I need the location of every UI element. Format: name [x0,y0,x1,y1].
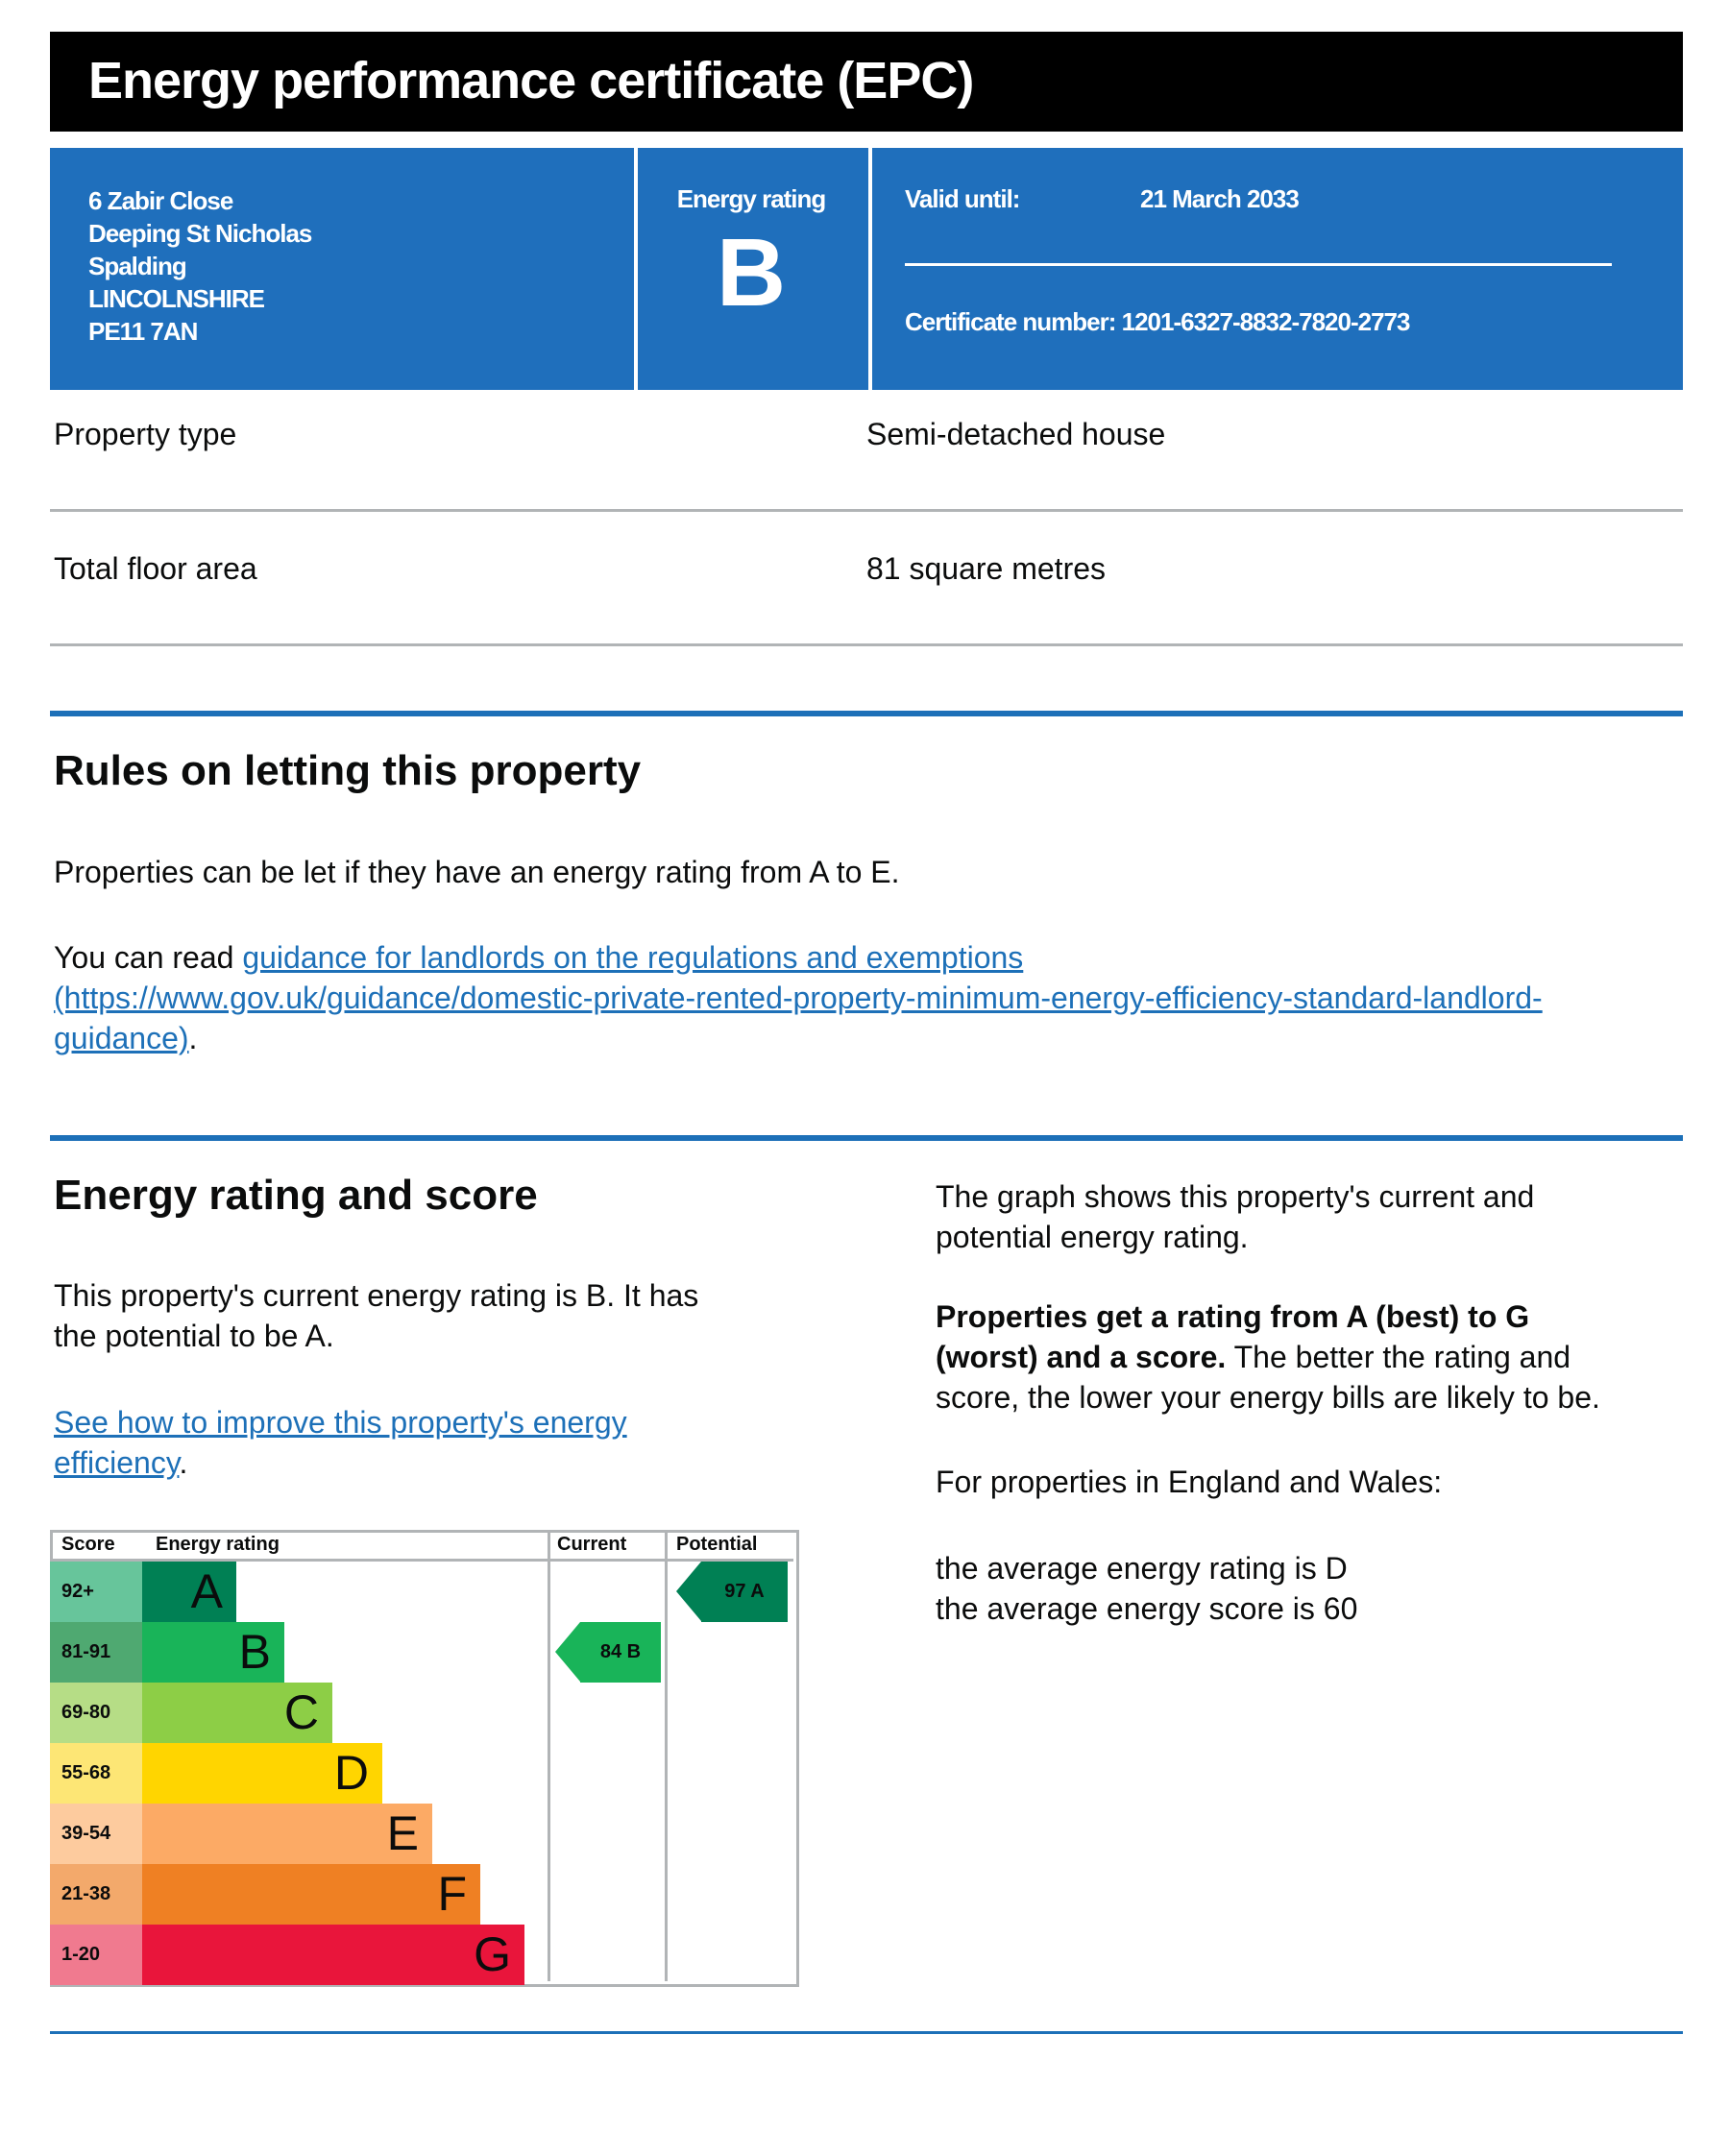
rules-text: Properties can be let if they have an energy rating from A to E. [54,855,900,889]
rating-column-header: Energy rating [156,1534,280,1555]
graph-line: potential energy rating. [936,1220,1249,1254]
band-score-range: 1-20 [50,1925,142,1985]
improve-text [54,1402,627,1483]
band-score-range: 69-80 [50,1683,142,1743]
band-bar [142,1925,524,1985]
arrow-tip [555,1622,580,1682]
section-divider [50,2031,1683,2034]
current-rating-text [54,1275,698,1356]
current-rating-line: This property's current energy rating is B. It has [54,1278,699,1313]
floor-area-row [50,509,1683,646]
divider [868,148,872,390]
epc-rating-chart [50,1530,799,1987]
page-title: Energy performance certificate (EPC) [88,52,974,109]
current-column-header: Current [557,1534,627,1555]
band-bar [142,1562,236,1622]
band-bar [142,1683,332,1743]
property-type-label: Property type [54,417,237,451]
rating-explanation [936,1296,1600,1417]
address-line: Spalding [88,252,186,280]
score-column-header: Score [61,1534,115,1555]
potential-column-header: Potential [676,1534,758,1555]
band-bar [142,1864,480,1925]
section-divider [50,711,1683,716]
averages [936,1548,1357,1629]
certificate-value: 1201-6327-8832-7820-2773 [1121,307,1410,336]
period: . [188,1021,198,1055]
address-line: Deeping St Nicholas [88,219,312,248]
improve-link-end[interactable]: efficiency [54,1445,180,1480]
guidance-prefix: You can read [54,940,243,975]
band-score-range: 39-54 [50,1804,142,1864]
potential-rating-arrow [676,1562,788,1622]
divider [905,263,1612,266]
band-score-range: 81-91 [50,1622,142,1683]
floor-area-label: Total floor area [54,551,257,586]
band-letter: B [238,1625,271,1679]
current-rating-arrow [555,1622,661,1683]
guidance-link[interactable]: guidance for landlords on the regulations and exemptions [242,940,1024,975]
address-line: PE11 7AN [88,317,198,346]
band-letter: C [283,1685,319,1739]
rating-explanation-bold-2: (worst) and a score. [936,1340,1227,1374]
valid-until-date: 21 March 2033 [1140,184,1299,213]
band-letter: G [474,1927,511,1981]
address [88,184,311,348]
potential-rating-arrow-label: 97 A [701,1562,788,1622]
graph-line: The graph shows this property's current and [936,1179,1535,1214]
title-bar [50,32,1683,132]
rating-explanation-text: The better the rating and [1226,1340,1571,1374]
rating-explanation-bold: Properties get a rating from A (best) to G [936,1299,1530,1334]
band-letter: F [437,1867,467,1921]
band-score-range: 21-38 [50,1864,142,1925]
property-type-row [50,375,1683,512]
energy-rating-label: Energy rating [676,184,826,213]
improve-link[interactable]: See how to improve this property's energy [54,1405,627,1440]
band-letter: A [190,1564,223,1618]
band-score-range: 92+ [50,1562,142,1622]
guidance-url-link-end[interactable]: guidance) [54,1021,189,1055]
band-score-range: 55-68 [50,1743,142,1804]
rating-explanation-text-3: score, the lower your energy bills are likely to be. [936,1380,1600,1415]
energy-rating-letter: B [716,219,787,327]
chart-column-divider [548,1530,550,1981]
band-bar [142,1804,432,1864]
band-letter: D [333,1746,369,1800]
property-type-value: Semi-detached house [866,417,1166,451]
current-rating-arrow-label: 84 B [580,1622,661,1683]
score-heading: Energy rating and score [54,1172,538,1219]
guidance-url-link[interactable]: (https://www.gov.uk/guidance/domestic-private-rented-property-minimum-energy-efficiency-standard-landlord- [54,981,1543,1015]
graph-description [936,1176,1534,1257]
address-line: LINCOLNSHIRE [88,284,264,313]
arrow-tip [676,1562,701,1621]
band-letter: E [386,1806,419,1860]
chart-column-divider [665,1530,668,1981]
band-bar [142,1622,284,1683]
average-rating: the average energy rating is D [936,1551,1348,1586]
current-rating-line: the potential to be A. [54,1319,334,1353]
average-score: the average energy score is 60 [936,1591,1358,1626]
summary-box [50,148,1683,390]
period: . [179,1445,188,1480]
section-divider [50,1135,1683,1141]
floor-area-value: 81 square metres [866,551,1107,586]
band-bar [142,1743,382,1804]
address-line: 6 Zabir Close [88,186,233,215]
certificate-number [905,307,1409,337]
rules-heading: Rules on letting this property [54,747,642,794]
certificate-label: Certificate number: [905,307,1116,336]
england-text: For properties in England and Wales: [936,1465,1443,1499]
valid-until-label: Valid until: [905,184,1020,213]
rules-guidance [54,937,1677,1058]
